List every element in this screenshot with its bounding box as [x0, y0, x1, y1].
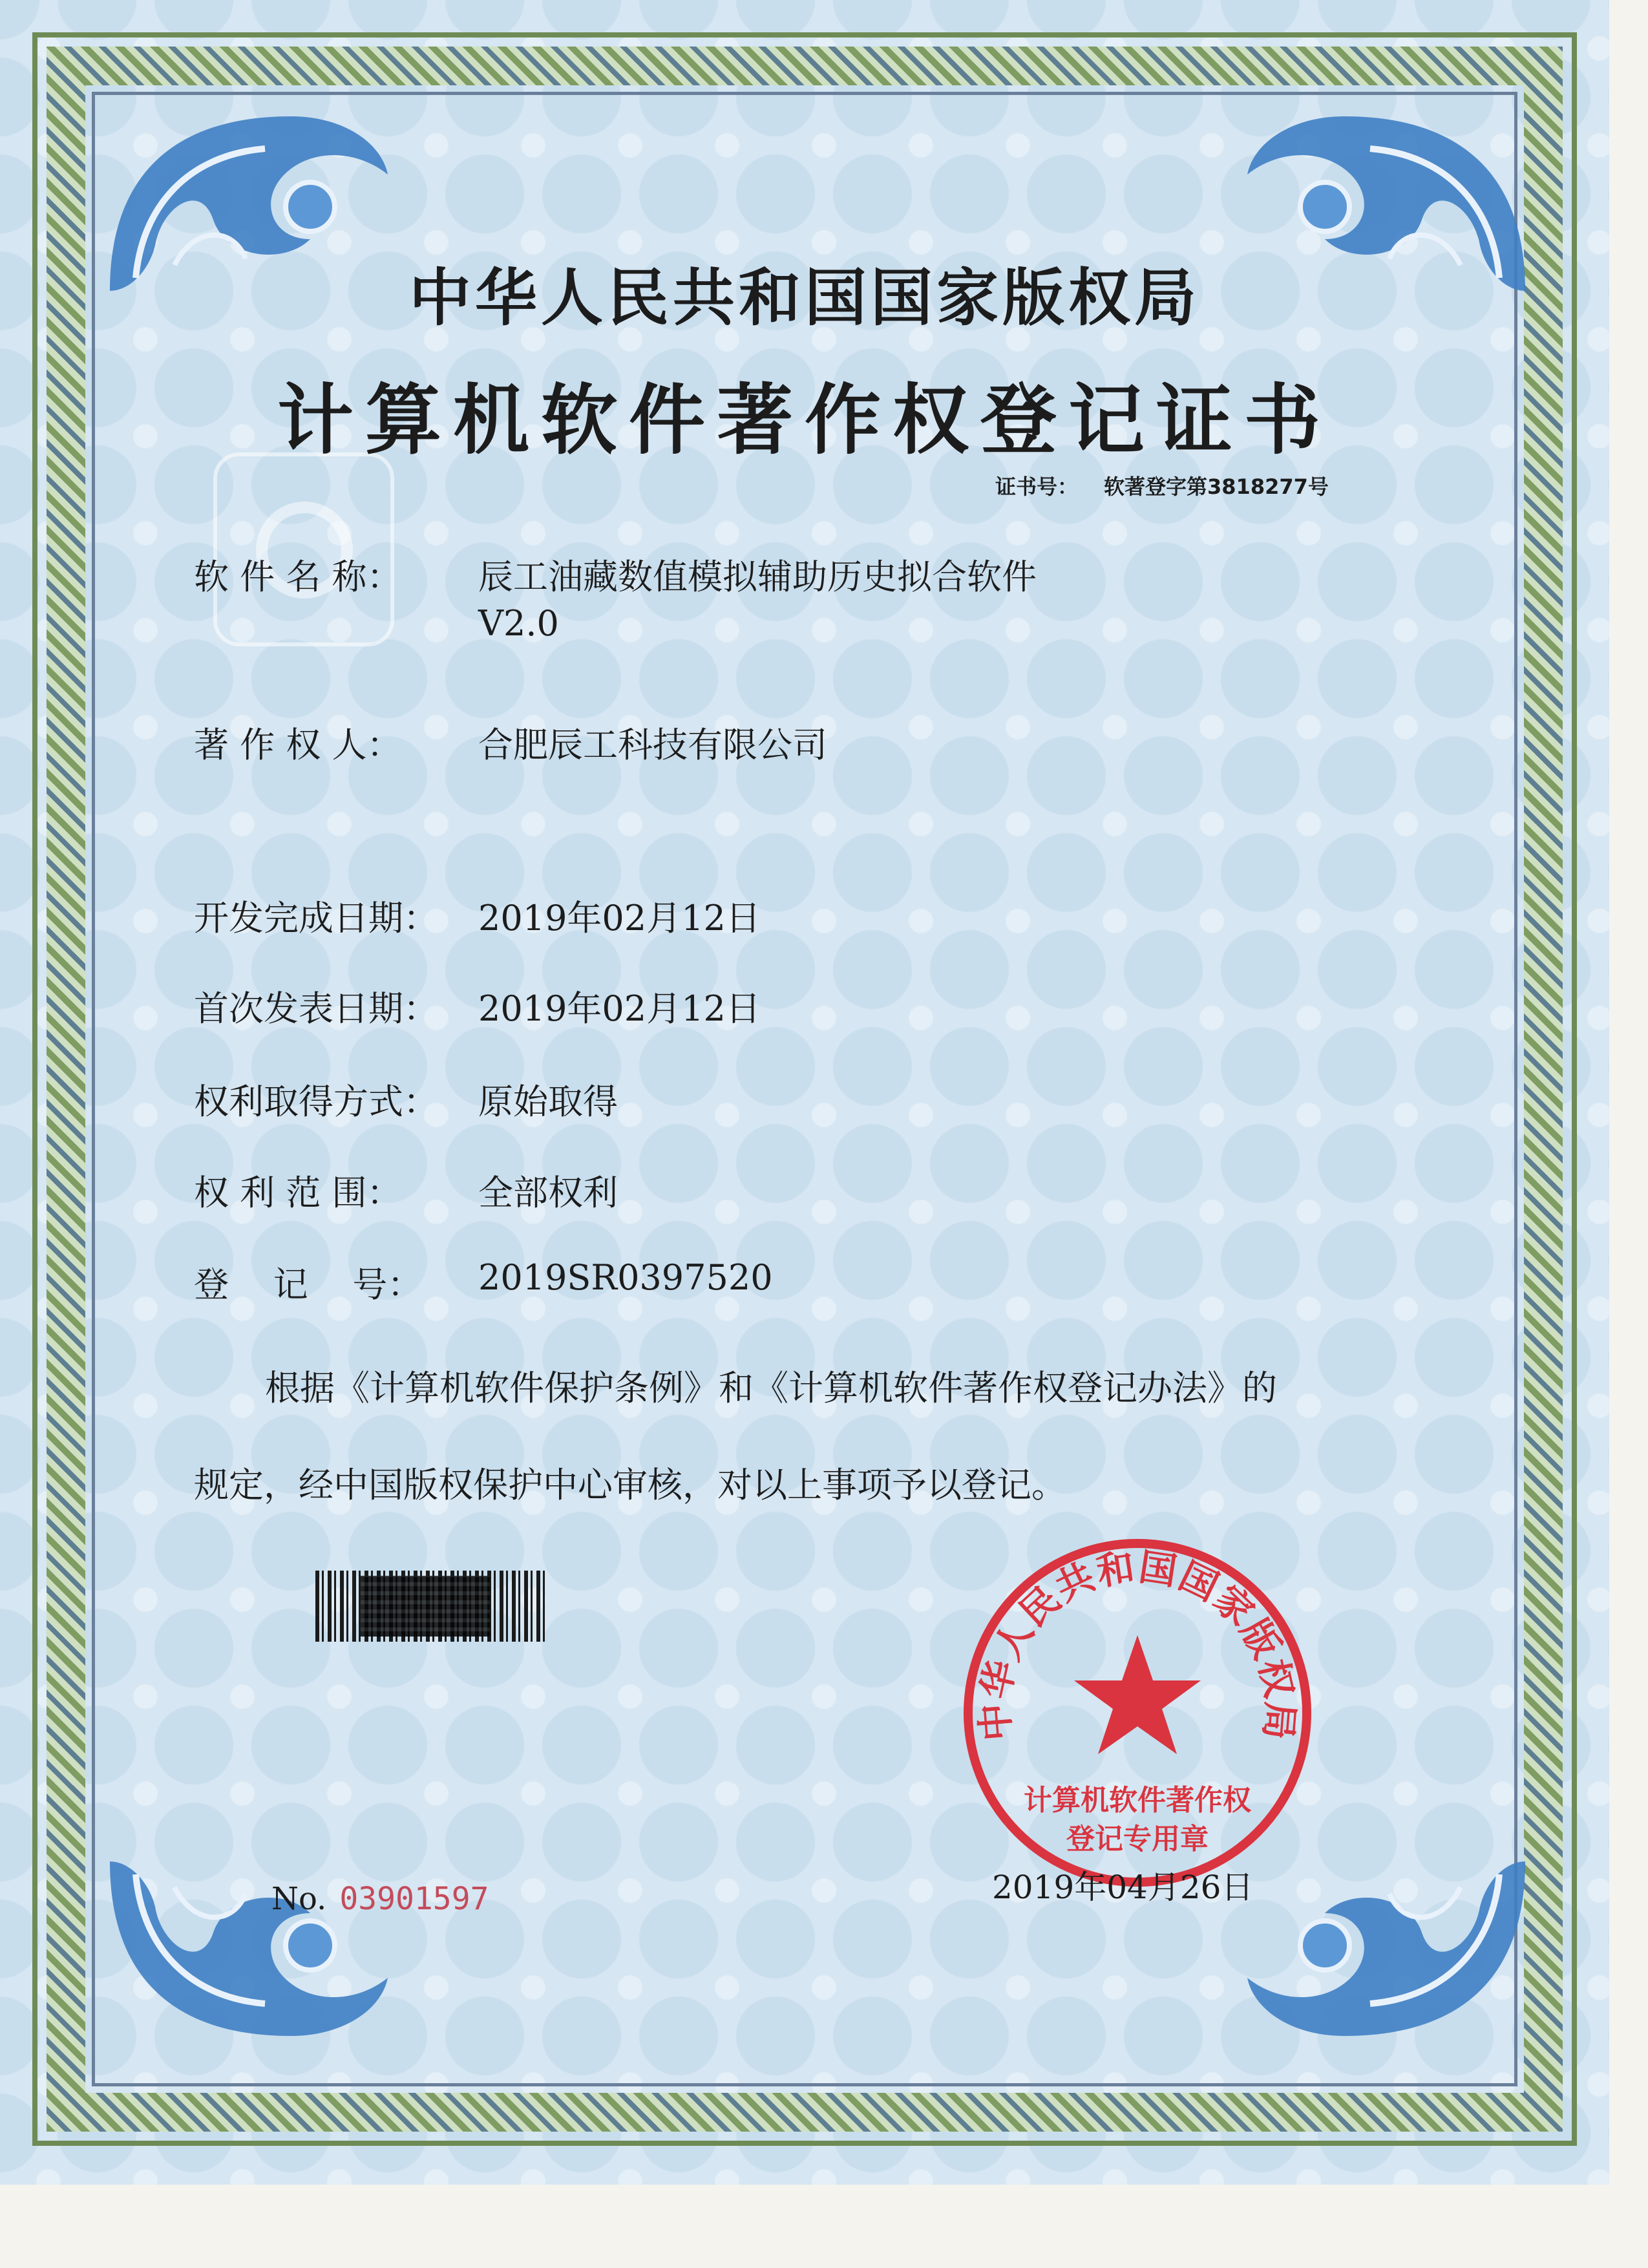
field-label: 开发完成日期： [194, 898, 438, 938]
serial-label: No. [271, 1881, 327, 1917]
seal-outer-text: 中华人民共和国国家版权局 [972, 1544, 1303, 1743]
field-value: 2019年02月12日 [478, 898, 761, 938]
field-label: 软 件 名 称： [194, 556, 402, 597]
field-software-name [194, 549, 1037, 644]
field-value: 2019年02月12日 [478, 988, 761, 1029]
seal-star-icon [1074, 1635, 1201, 1754]
field-value: 辰工油藏数值模拟辅助历史拟合软件 [478, 556, 1037, 597]
field-rights-scope [194, 1165, 618, 1215]
serial-value: 03901597 [339, 1881, 489, 1917]
statement-line-2: 规定，经中国版权保护中心审核，对以上事项予以登记。 [194, 1465, 1066, 1505]
field-label: 首次发表日期： [194, 988, 438, 1029]
issue-date: 2019年04月26日 [992, 1869, 1254, 1906]
certificate-number [995, 471, 1329, 500]
certificate-number-value: 软著登字第3818277号 [1104, 474, 1329, 499]
barcode [315, 1571, 545, 1642]
field-acquisition-method [194, 1074, 618, 1124]
field-value: 原始取得 [478, 1081, 618, 1122]
field-value: 全部权利 [478, 1172, 618, 1213]
corner-ornament-bottom-left [97, 1849, 401, 2055]
field-copyright-holder [194, 717, 827, 767]
seal-inner-line-1: 计算机软件著作权 [1024, 1784, 1251, 1817]
serial-number [271, 1881, 489, 1917]
qr-code [361, 1576, 490, 1637]
seal-inner-line-2: 登记专用章 [1066, 1823, 1209, 1856]
official-seal [950, 1525, 1325, 1900]
field-first-publication-date [194, 981, 761, 1031]
field-registration-number [194, 1257, 773, 1307]
field-label: 权利取得方式： [194, 1081, 438, 1122]
field-value: 2019SR0397520 [478, 1257, 773, 1298]
field-completion-date [194, 891, 761, 940]
field-value-version: V2.0 [478, 603, 559, 644]
field-label: 权 利 范 围： [194, 1172, 402, 1213]
statement-line-1: 根据《计算机软件保护条例》和《计算机软件著作权登记办法》的 [265, 1368, 1277, 1408]
issuing-authority-title: 中华人民共和国国家版权局 [409, 262, 1200, 334]
field-label: 著 作 权 人： [194, 725, 402, 765]
certificate-number-label: 证书号： [995, 474, 1079, 499]
certificate-title: 计算机软件著作权登记证书 [277, 375, 1332, 465]
field-value: 合肥辰工科技有限公司 [478, 725, 827, 765]
field-label: 登 记 号： [194, 1264, 423, 1305]
